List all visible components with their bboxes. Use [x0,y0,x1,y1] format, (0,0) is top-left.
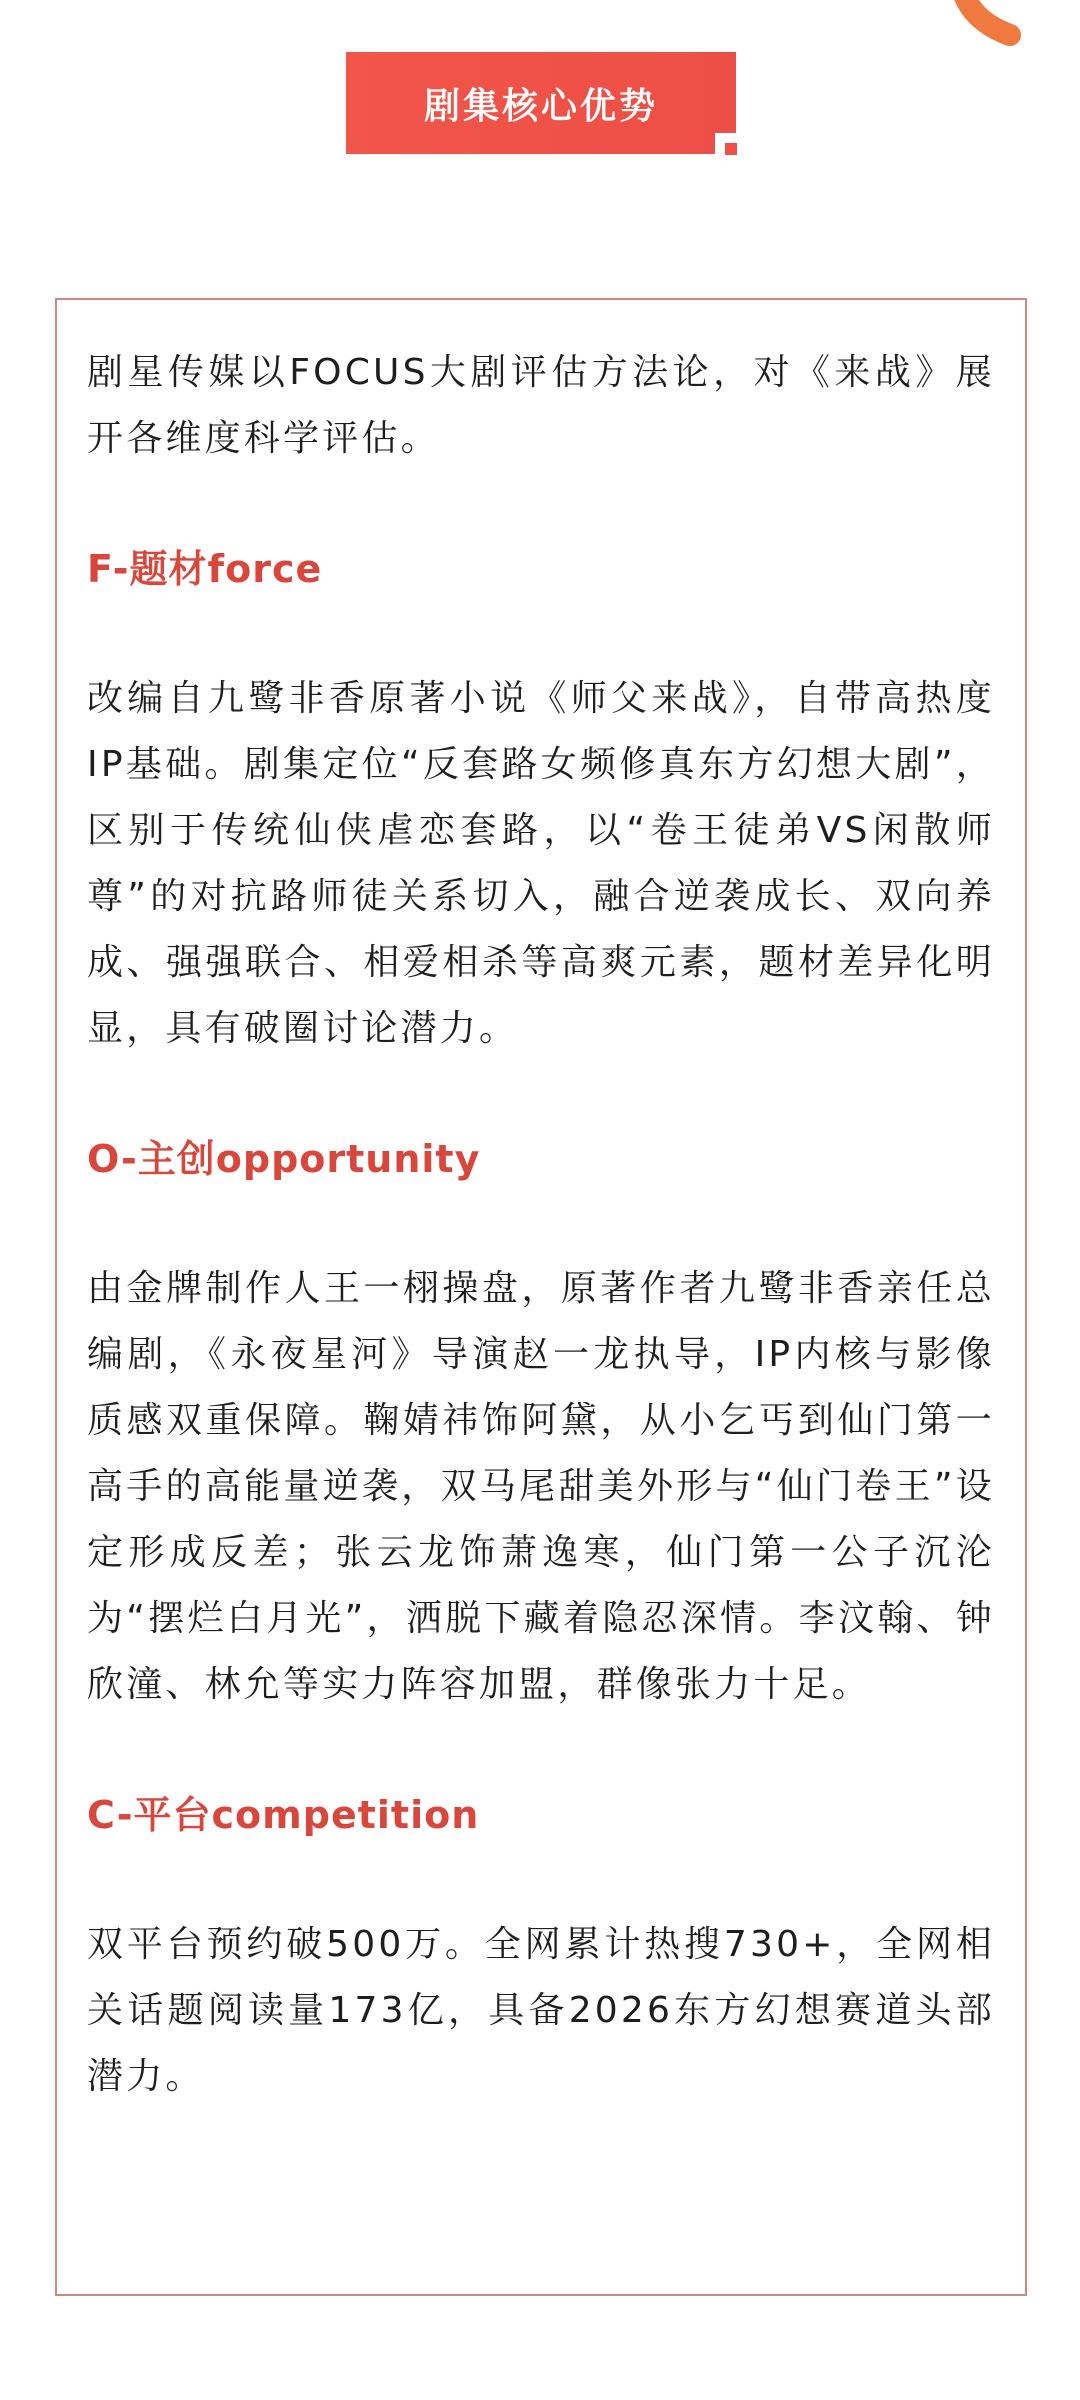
heading-force: F-题材force [87,547,323,591]
heading-opportunity: O-主创opportunity [87,1137,481,1181]
section-title: 剧集核心优势 [423,85,658,127]
paragraph-competition: 双平台预约破500万。全网累计热搜730+，全网相关话题阅读量173亿，具备2026东方幻想赛道头部潜力。 [87,1924,995,2097]
section-title-banner [346,52,736,154]
decorative-curve-icon [940,0,1030,90]
paragraph-opportunity: 由金牌制作人王一栩操盘，原著作者九鹭非香亲任总编剧，《永夜星河》导演赵一龙执导，IP内核与影像质感双重保障。鞠婧祎饰阿黛，从小乞丐到仙门第一高手的高能量逆袭，双马尾甜美外形与“仙门卷王”设定形成反差；张云龙饰萧逸寒，仙门第一公子沉沦为“摆烂白月光”，洒脱下藏着隐忍深情。李汶翰、钟欣潼、林允等实力阵容加盟，群像张力十足。 [87,1268,995,1705]
intro-paragraph: 剧星传媒以FOCUS大剧评估方法论，对《来战》展开各维度科学评估。 [87,352,995,459]
article-box [55,298,1027,2296]
banner-corner-decoration [715,133,737,155]
paragraph-force: 改编自九鹭非香原著小说《师父来战》，自带高热度IP基础。剧集定位“反套路女频修真东方幻想大剧”，区别于传统仙侠虐恋套路，以“卷王徒弟VS闲散师尊”的对抗路师徒关系切入，融合逆袭成长、双向养成、强强联合、相爱相杀等高爽元素，题材差异化明显，具有破圈讨论潜力。 [87,678,995,1049]
heading-competition: C-平台competition [87,1793,480,1837]
